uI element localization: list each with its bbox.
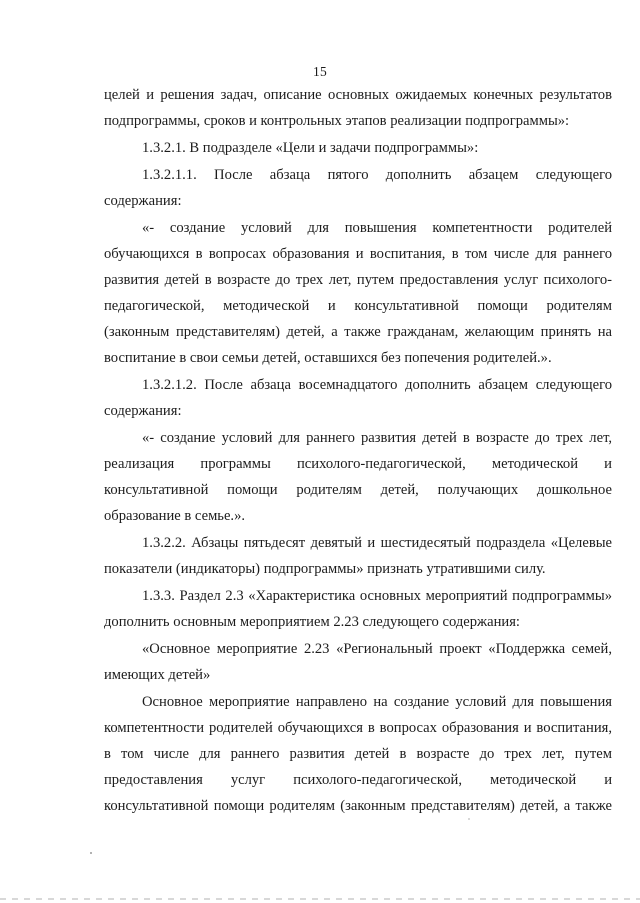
scan-speck bbox=[468, 818, 470, 820]
text-line: развития детей в возрасте до трех лет, путем предоставления услуг психолого- bbox=[104, 272, 612, 288]
text-line: компетентности родителей обучающихся в вопросах образования и воспитания, bbox=[104, 720, 612, 736]
text-line: 1.3.3. Раздел 2.3 «Характеристика основных мероприятий подпрограммы» bbox=[142, 588, 612, 604]
text-line: целей и решения задач, описание основных ожидаемых конечных результатов bbox=[104, 87, 612, 103]
text-line: реализация программы психолого-педагогической, методической и bbox=[104, 456, 612, 472]
text-line: 1.3.2.1.2. После абзаца восемнадцатого дополнить абзацем следующего bbox=[142, 377, 612, 393]
text-line: «- создание условий для повышения компетентности родителей bbox=[142, 220, 612, 236]
text-line: имеющих детей» bbox=[104, 667, 211, 683]
text-line: «- создание условий для раннего развития детей в возрасте до трех лет, bbox=[142, 430, 612, 446]
text-line: 1.3.2.1.1. После абзаца пятого дополнить абзацем следующего bbox=[142, 167, 612, 183]
text-line: содержания: bbox=[104, 193, 182, 209]
text-line: 1.3.2.2. Абзацы пятьдесят девятый и шестидесятый подраздела «Целевые bbox=[142, 535, 612, 551]
text-line: «Основное мероприятие 2.23 «Региональный проект «Поддержка семей, bbox=[142, 641, 612, 657]
text-line: консультативной помощи родителям (законным представителям) детей, а также bbox=[104, 798, 612, 814]
text-line: Основное мероприятие направлено на создание условий для повышения bbox=[142, 694, 612, 710]
text-line: предоставления услуг психолого-педагогической, методической и bbox=[104, 772, 612, 788]
text-line: педагогической, методической и консультативной помощи родителям bbox=[104, 298, 612, 314]
text-line: консультативной помощи родителям детей, получающих дошкольное bbox=[104, 482, 612, 498]
text-line: дополнить основным мероприятием 2.23 следующего содержания: bbox=[104, 614, 520, 630]
document-body bbox=[104, 82, 612, 819]
text-line: содержания: bbox=[104, 403, 182, 419]
text-line: обучающихся в вопросах образования и воспитания, в том числе для раннего bbox=[104, 246, 612, 262]
text-line: в том числе для раннего развития детей в возрасте до трех лет, путем bbox=[104, 746, 612, 762]
page-number: 15 bbox=[313, 64, 327, 79]
text-line: подпрограммы, сроков и контрольных этапов реализации подпрограммы»: bbox=[104, 113, 570, 129]
text-line: 1.3.2.1. В подразделе «Цели и задачи подпрограммы»: bbox=[142, 140, 479, 156]
scan-speck bbox=[90, 852, 92, 854]
text-line: воспитание в свои семьи детей, оставшихся без попечения родителей.». bbox=[104, 350, 552, 366]
scan-bottom-edge bbox=[0, 898, 640, 900]
text-line: образование в семье.». bbox=[104, 508, 246, 524]
text-line: (законным представителям) детей, а также гражданам, желающим принять на bbox=[104, 324, 612, 340]
text-line: показатели (индикаторы) подпрограммы» признать утратившими силу. bbox=[104, 561, 546, 577]
